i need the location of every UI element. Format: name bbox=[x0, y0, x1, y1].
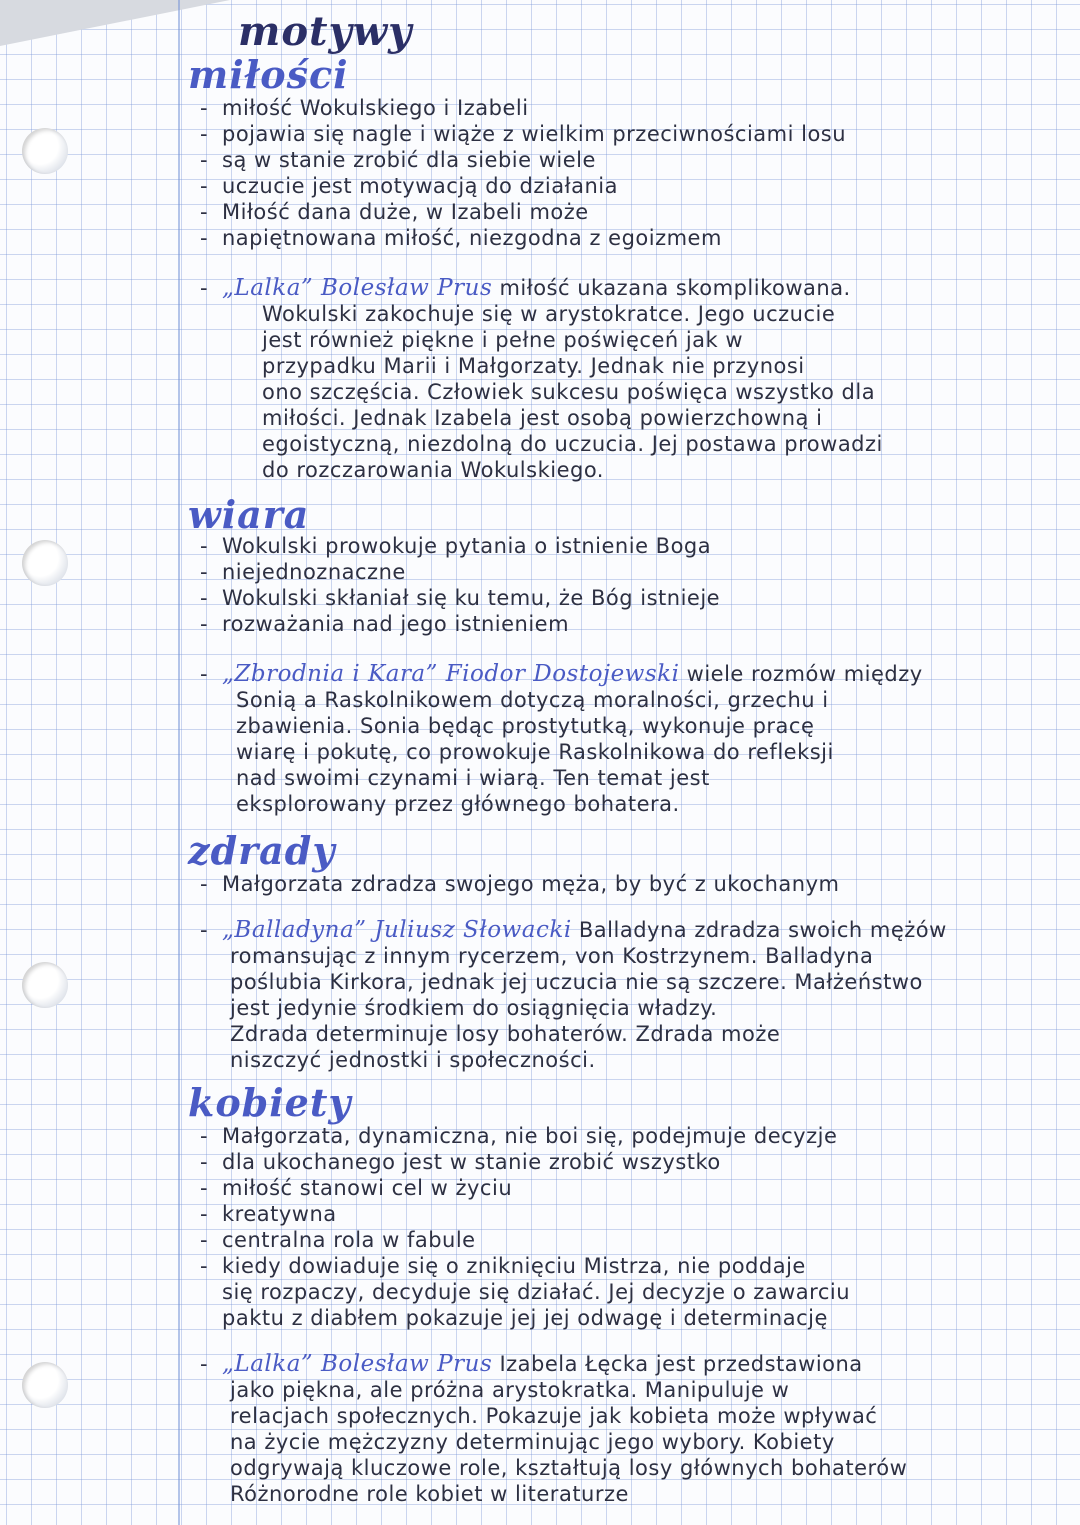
section-heading-milosci: miłości bbox=[188, 52, 349, 97]
example-work-title: „Balladyna” Juliusz Słowacki bbox=[222, 917, 572, 943]
bullet: - napiętnowana miłość, niezgodna z egoizmem bbox=[200, 226, 722, 250]
bullet: - kreatywna bbox=[200, 1202, 337, 1226]
example-line: przypadku Marii i Małgorzaty. Jednak nie przynosi bbox=[262, 354, 805, 378]
bullet: - miłość Wokulskiego i Izabeli bbox=[200, 96, 529, 120]
example-line: nad swoimi czynami i wiarą. Ten temat jest bbox=[236, 766, 710, 790]
punch-hole bbox=[22, 540, 68, 586]
example-line: na życie mężczyzny determinując jego wybory. Kobiety bbox=[230, 1430, 835, 1454]
bullet: - Małgorzata, dynamiczna, nie boi się, podejmuje decyzje bbox=[200, 1124, 838, 1148]
example-line: wiarę i pokutę, co prowokuje Raskolnikowa do refleksji bbox=[236, 740, 834, 764]
example-line: jako piękna, ale próżna arystokratka. Manipuluje w bbox=[230, 1378, 790, 1402]
bullet: - niejednoznaczne bbox=[200, 560, 406, 584]
example-line: Różnorodne role kobiet w literaturze bbox=[230, 1482, 629, 1506]
punch-hole bbox=[22, 1362, 68, 1408]
punch-hole bbox=[22, 128, 68, 174]
example-line: ono szczęścia. Człowiek sukcesu poświęca wszystko dla bbox=[262, 380, 876, 404]
page-title: motywy bbox=[238, 8, 413, 55]
example-line: relacjach społecznych. Pokazuje jak kobieta może wpływać bbox=[230, 1404, 878, 1428]
punch-hole bbox=[22, 962, 68, 1008]
example-line: do rozczarowania Wokulskiego. bbox=[262, 458, 604, 482]
example-line: poślubia Kirkora, jednak jej uczucia nie są szczere. Małżeństwo bbox=[230, 970, 923, 994]
example-line: - „Lalka” Bolesław Prus miłość ukazana skomplikowana. bbox=[200, 275, 851, 301]
bullet: - kiedy dowiaduje się o zniknięciu Mistrza, nie poddaje bbox=[200, 1254, 806, 1278]
bullet: - uczucie jest motywacją do działania bbox=[200, 174, 618, 198]
example-work-title: „Lalka” Bolesław Prus bbox=[222, 275, 493, 301]
example-line: Sonią a Raskolnikowem dotyczą moralności, grzechu i bbox=[236, 688, 829, 712]
bullet: - Wokulski skłaniał się ku temu, że Bóg istnieje bbox=[200, 586, 721, 610]
example-line: egoistyczną, niezdolną do uczucia. Jej postawa prowadzi bbox=[262, 432, 883, 456]
example-line: jest również piękne i pełne poświęceń jak w bbox=[262, 328, 744, 352]
bullet: - miłość stanowi cel w życiu bbox=[200, 1176, 513, 1200]
section-heading-zdrady: zdrady bbox=[188, 828, 336, 873]
bullet: - pojawia się nagle i wiąże z wielkim przeciwnościami losu bbox=[200, 122, 847, 146]
example-line: zbawienia. Sonia będąc prostytutką, wykonuje pracę bbox=[236, 714, 815, 738]
example-line: - „Balladyna” Juliusz Słowacki Balladyna zdradza swoich mężów bbox=[200, 917, 947, 943]
section-heading-wiara: wiara bbox=[188, 492, 310, 537]
example-work-title: „Zbrodnia i Kara” Fiodor Dostojewski bbox=[222, 661, 680, 687]
example-line: Zdrada determinuje losy bohaterów. Zdrada może bbox=[230, 1022, 781, 1046]
bullet: - dla ukochanego jest w stanie zrobić wszystko bbox=[200, 1150, 721, 1174]
page-corner-fold bbox=[0, 0, 230, 46]
example-line: miłości. Jednak Izabela jest osobą powierzchowną i bbox=[262, 406, 823, 430]
example-line: - „Lalka” Bolesław Prus Izabela Łęcka jest przedstawiona bbox=[200, 1351, 863, 1377]
bullet: - Wokulski prowokuje pytania o istnienie Boga bbox=[200, 534, 712, 558]
margin-line bbox=[178, 0, 180, 1525]
bullet-continuation: paktu z diabłem pokazuje jej jej odwagę i determinację bbox=[222, 1306, 828, 1330]
example-line: - „Zbrodnia i Kara” Fiodor Dostojewski wiele rozmów między bbox=[200, 661, 923, 687]
bullet-continuation: się rozpaczy, decyduje się działać. Jej decyzje o zawarciu bbox=[222, 1280, 851, 1304]
bullet: - centralna rola w fabule bbox=[200, 1228, 476, 1252]
example-line: romansując z innym rycerzem, von Kostrzynem. Balladyna bbox=[230, 944, 874, 968]
example-line: niszczyć jednostki i społeczności. bbox=[230, 1048, 596, 1072]
bullet: - rozważania nad jego istnieniem bbox=[200, 612, 570, 636]
bullet: - są w stanie zrobić dla siebie wiele bbox=[200, 148, 596, 172]
example-line: odgrywają kluczowe role, kształtują losy głównych bohaterów bbox=[230, 1456, 908, 1480]
example-line: jest jedynie środkiem do osiągnięcia władzy. bbox=[230, 996, 718, 1020]
example-line: Wokulski zakochuje się w arystokratce. Jego uczucie bbox=[262, 302, 836, 326]
example-work-title: „Lalka” Bolesław Prus bbox=[222, 1351, 493, 1377]
bullet: - Małgorzata zdradza swojego męża, by być z ukochanym bbox=[200, 872, 840, 896]
example-line: eksplorowany przez głównego bohatera. bbox=[236, 792, 680, 816]
section-heading-kobiety: kobiety bbox=[188, 1080, 352, 1125]
bullet: - Miłość dana duże, w Izabeli może bbox=[200, 200, 589, 224]
